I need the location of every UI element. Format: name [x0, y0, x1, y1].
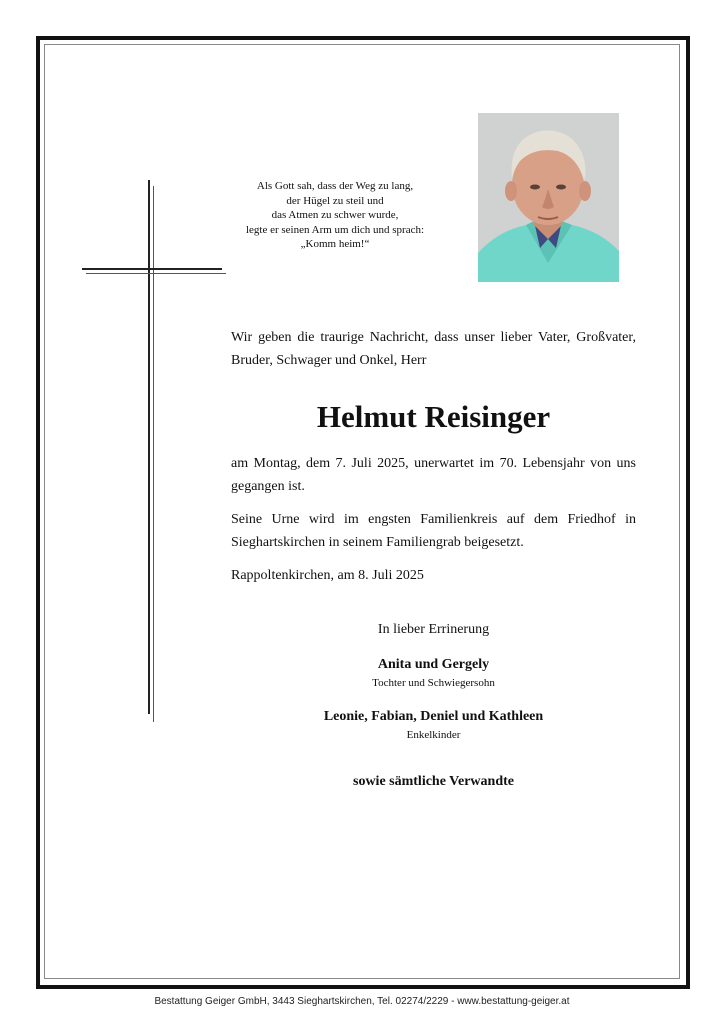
poem-line: „Komm heim!“	[300, 238, 370, 250]
poem-line: der Hügel zu steil und	[286, 194, 384, 207]
death-notice: am Montag, dem 7. Juli 2025, unerwartet im 70. Lebensjahr von uns gegangen ist.	[231, 456, 636, 494]
poem	[220, 179, 450, 252]
deceased-name: Helmut Reisinger	[316, 399, 551, 434]
mourner-relation: Enkelkinder	[406, 729, 461, 741]
relatives-line: sowie sämtliche Verwandte	[353, 774, 514, 789]
intro-text: Wir geben die traurige Nachricht, dass unser lieber Vater, Großvater, Bruder, Schwager und Onkel, Herr	[231, 330, 636, 368]
burial-notice: Seine Urne wird im engsten Familienkreis auf dem Friedhof in Sieghartskirchen in seinem Familiengrab beigesetzt.	[231, 512, 636, 550]
cross-vertical-beam	[148, 180, 150, 714]
cross-horizontal-beam	[82, 268, 222, 270]
mourner-relation: Tochter und Schwiegersohn	[372, 677, 495, 689]
place-date: Rappoltenkirchen, am 8. Juli 2025	[231, 568, 424, 583]
mourner-name: Anita und Gergely	[377, 657, 490, 672]
poem-line: legte er seinen Arm um dich und sprach:	[245, 223, 425, 236]
cross-vertical-shadow	[153, 186, 154, 722]
remembrance-line: In lieber Errinerung	[377, 622, 490, 637]
portrait-photo	[478, 113, 619, 282]
cross-horizontal-shadow	[86, 273, 226, 274]
footer-imprint: Bestattung Geiger GmbH, 3443 Sieghartskirchen, Tel. 02274/2229 - www.bestattung-geiger.at	[154, 996, 570, 1007]
poem-line: Als Gott sah, dass der Weg zu lang,	[256, 180, 414, 192]
mourner-name: Leonie, Fabian, Deniel und Kathleen	[323, 709, 544, 724]
poem-line: das Atmen zu schwer wurde,	[271, 209, 399, 221]
portrait-illustration	[478, 113, 619, 282]
